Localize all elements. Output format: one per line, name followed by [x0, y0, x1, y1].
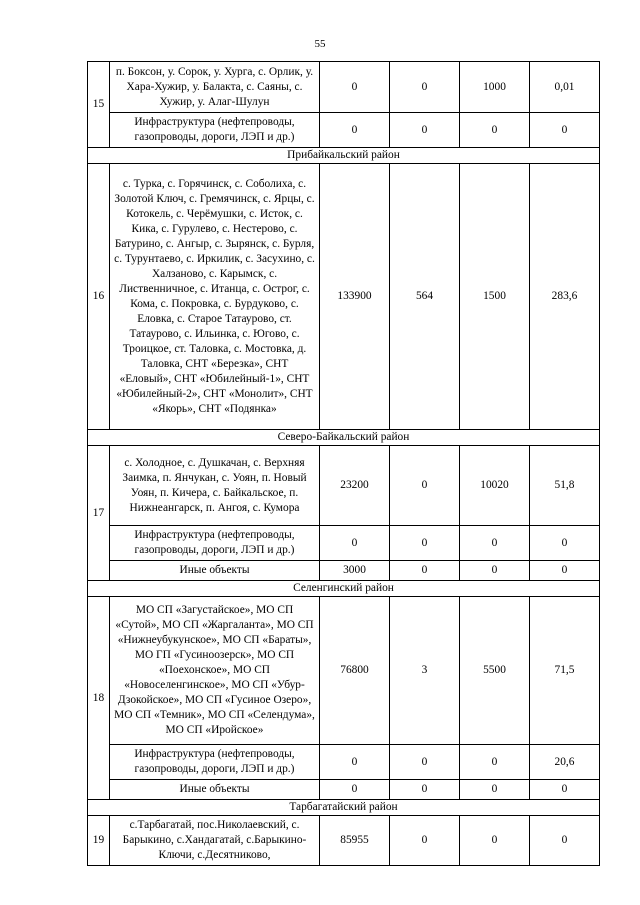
value-cell: 0 [530, 780, 600, 800]
table-row [88, 780, 600, 800]
table-row [88, 561, 600, 581]
value-cell: 10020 [460, 446, 530, 526]
value-cell: 0 [530, 561, 600, 581]
value-cell: 0 [390, 745, 460, 780]
table-row [88, 745, 600, 780]
value-cell: 0 [390, 780, 460, 800]
objects-cell: МО СП «Загустайское», МО СП «Сутой», МО СП «Жаргаланта», МО СП «Нижнеубукунское», МО СП «Бараты», МО ГП «Гусиноозерск», МО СП «Поехонское», МО СП «Новоселенгинское», МО СП «Убур-Дзокойское», МО СП «Гусиное Озеро», МО СП «Темник», МО СП «Селендума», МО СП «Иройское» [110, 597, 320, 745]
value-cell: 564 [390, 164, 460, 430]
district-name: Селенгинский район [88, 581, 600, 597]
value-cell: 0 [390, 62, 460, 113]
value-cell: 51,8 [530, 446, 600, 526]
row-number: 16 [88, 164, 110, 430]
value-cell: 85955 [320, 816, 390, 866]
value-cell: 0 [320, 780, 390, 800]
value-cell: 0 [460, 780, 530, 800]
value-cell: 133900 [320, 164, 390, 430]
objects-cell: Инфраструктура (нефтепроводы, газопроводы, дороги, ЛЭП и др.) [110, 526, 320, 561]
value-cell: 0 [530, 526, 600, 561]
table-row [88, 816, 600, 866]
value-cell: 20,6 [530, 745, 600, 780]
row-number: 15 [88, 62, 110, 148]
page-number: 55 [314, 38, 326, 50]
row-number: 17 [88, 446, 110, 581]
value-cell: 0 [460, 526, 530, 561]
objects-cell: с. Турка, с. Горячинск, с. Соболиха, с. Золотой Ключ, с. Гремячинск, с. Ярцы, с. Котокель, с. Черёмушки, с. Исток, с. Кика, с. Гурулево, с. Нестерово, с. Батурино, с. Ангыр, с. Зырянск, с. Бурля, с. Турунтаево, с. Иркилик, с. Засухино, с. Халзаново, с. Карымск, с. Лиственничное, с. Итанца, с. Острог, с. Кома, с. Покровка, с. Бурдуково, с. Еловка, с. Старое Татаурово, ст. Татаурово, с. Ильинка, с. Югово, с. Троицкое, ст. Таловка, с. Мостовка, д. Таловка, СНТ «Березка», СНТ «Еловый», СНТ «Юбилейный-1», СНТ «Юбилейный-2», СНТ «Монолит», СНТ «Якорь», СНТ «Подянка» [110, 164, 320, 430]
value-cell: 0 [460, 816, 530, 866]
data-table [87, 61, 600, 866]
value-cell: 0 [320, 745, 390, 780]
value-cell: 0 [390, 446, 460, 526]
value-cell: 1000 [460, 62, 530, 113]
district-row [88, 148, 600, 164]
value-cell: 0,01 [530, 62, 600, 113]
objects-cell: Инфраструктура (нефтепроводы, газопроводы, дороги, ЛЭП и др.) [110, 745, 320, 780]
value-cell: 0 [390, 816, 460, 866]
value-cell: 0 [320, 526, 390, 561]
value-cell: 23200 [320, 446, 390, 526]
row-number: 18 [88, 597, 110, 800]
objects-cell: с. Холодное, с. Душкачан, с. Верхняя Заимка, п. Янчукан, с. Уоян, п. Новый Уоян, п. Кичера, с. Байкальское, п. Нижнеангарск, п. Ангоя, с. Кумора [110, 446, 320, 526]
value-cell: 0 [390, 113, 460, 148]
value-cell: 283,6 [530, 164, 600, 430]
district-name: Северо-Байкальский район [88, 430, 600, 446]
value-cell: 0 [460, 561, 530, 581]
value-cell: 0 [320, 113, 390, 148]
value-cell: 5500 [460, 597, 530, 745]
objects-cell: Инфраструктура (нефтепроводы, газопроводы, дороги, ЛЭП и др.) [110, 113, 320, 148]
objects-cell: Иные объекты [110, 780, 320, 800]
value-cell: 71,5 [530, 597, 600, 745]
value-cell: 3 [390, 597, 460, 745]
table-row [88, 113, 600, 148]
table-row [88, 62, 600, 113]
objects-cell: Иные объекты [110, 561, 320, 581]
table-row [88, 597, 600, 745]
district-row [88, 800, 600, 816]
table-row [88, 446, 600, 526]
value-cell: 0 [320, 62, 390, 113]
value-cell: 0 [530, 113, 600, 148]
value-cell: 0 [530, 816, 600, 866]
value-cell: 76800 [320, 597, 390, 745]
value-cell: 3000 [320, 561, 390, 581]
table-row [88, 526, 600, 561]
table-row [88, 164, 600, 430]
value-cell: 0 [460, 745, 530, 780]
district-row [88, 581, 600, 597]
row-number: 19 [88, 816, 110, 866]
objects-cell: п. Боксон, у. Сорок, у. Хурга, с. Орлик, у. Хара-Хужир, у. Балакта, с. Саяны, с. Хужир, у. Алаг-Шулун [110, 62, 320, 113]
value-cell: 0 [390, 526, 460, 561]
value-cell: 0 [460, 113, 530, 148]
district-name: Прибайкальский район [88, 148, 600, 164]
objects-cell: с.Тарбагатай, пос.Николаевский, с. Барыкино, с.Хандагатай, с.Барыкино-Ключи, с.Десятниково, [110, 816, 320, 866]
value-cell: 1500 [460, 164, 530, 430]
district-row [88, 430, 600, 446]
district-name: Тарбагатайский район [88, 800, 600, 816]
value-cell: 0 [390, 561, 460, 581]
